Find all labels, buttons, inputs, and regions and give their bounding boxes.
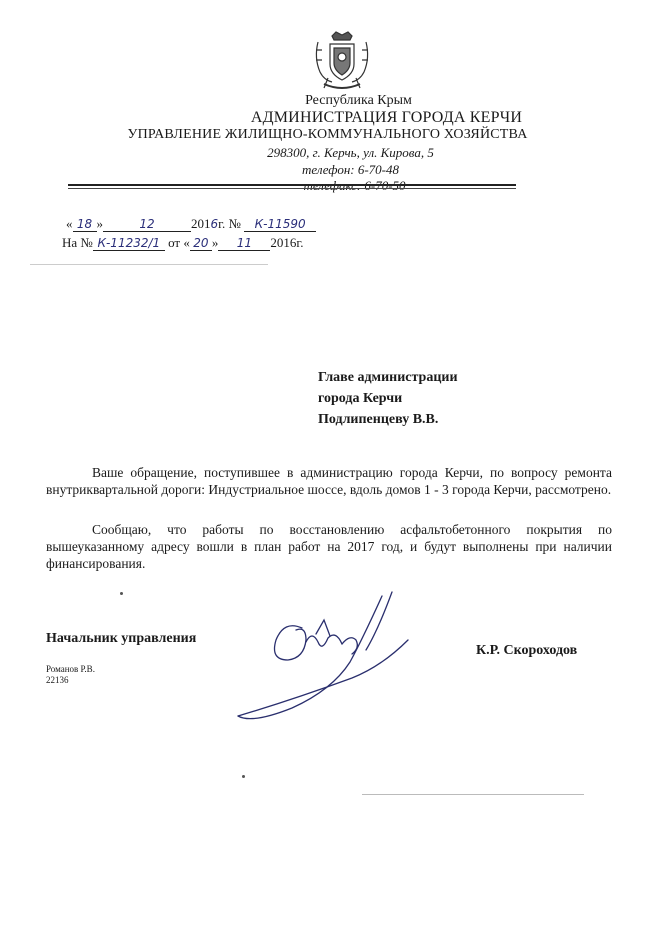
separator-line — [30, 264, 268, 265]
address-line: 298300, г. Керчь, ул. Кирова, 5 — [267, 145, 434, 160]
scan-line — [362, 794, 584, 795]
header-rule-thin — [68, 188, 516, 189]
fax-line — [24, 178, 661, 194]
reg-month: 12 — [103, 217, 191, 232]
department-title: УПРАВЛЕНИЕ ЖИЛИЩНО-КОММУНАЛЬНОГО ХОЗЯЙСТВА — [127, 127, 528, 142]
signer-name: К.Р. Скороходов — [476, 643, 578, 658]
executor-name: Романов Р.В. — [46, 664, 95, 674]
republic-label: Республика Крым — [305, 93, 412, 108]
addressee-line3: Подлипенцеву В.В. — [318, 412, 439, 427]
reply-day: 20 — [190, 236, 212, 251]
reg-year-digit: 6 — [210, 217, 219, 231]
addressee-line1: Главе администрации — [318, 370, 458, 385]
reg-number: К-11590 — [244, 217, 316, 232]
reg-day: 18 — [73, 217, 97, 232]
addressee-line2: города Керчи — [318, 391, 403, 406]
handwritten-signature-icon — [232, 590, 432, 730]
executor-info — [46, 664, 95, 686]
reply-registration: На № К-11232/1 от « 20 » 11 2016г. — [62, 235, 304, 250]
outgoing-registration: « 18 » 12 2016г. № К-11590 — [66, 216, 316, 232]
executor-phone: 22136 — [46, 675, 69, 685]
phone-line: телефон: 6-70-48 — [301, 162, 400, 177]
header-rule-thick — [68, 184, 516, 186]
reply-month: 11 — [218, 236, 270, 251]
reply-number: К-11232/1 — [93, 236, 165, 251]
administration-title: АДМИНИСТРАЦИЯ ГОРОДА КЕРЧИ — [250, 109, 523, 126]
scan-speck — [242, 775, 245, 778]
scan-speck — [120, 592, 123, 595]
body-paragraph-2: Сообщаю, что работы по восстановлению асфальтобетонного покрытия по вышеуказанному адресу вошли в план работ на 2017 год, и будут выполнены при наличии финансирования. — [46, 522, 612, 571]
coat-of-arms-emblem — [310, 30, 374, 92]
body-paragraph-1: Ваше обращение, поступившее в администрацию города Керчи, по вопросу ремонта внутриквартальной дороги: Индустриальное шоссе, вдоль домов 1 - 3 города Керчи, рассмотрено. — [46, 465, 612, 497]
addressee-block — [318, 367, 458, 430]
signer-position: Начальник управления — [46, 631, 197, 646]
